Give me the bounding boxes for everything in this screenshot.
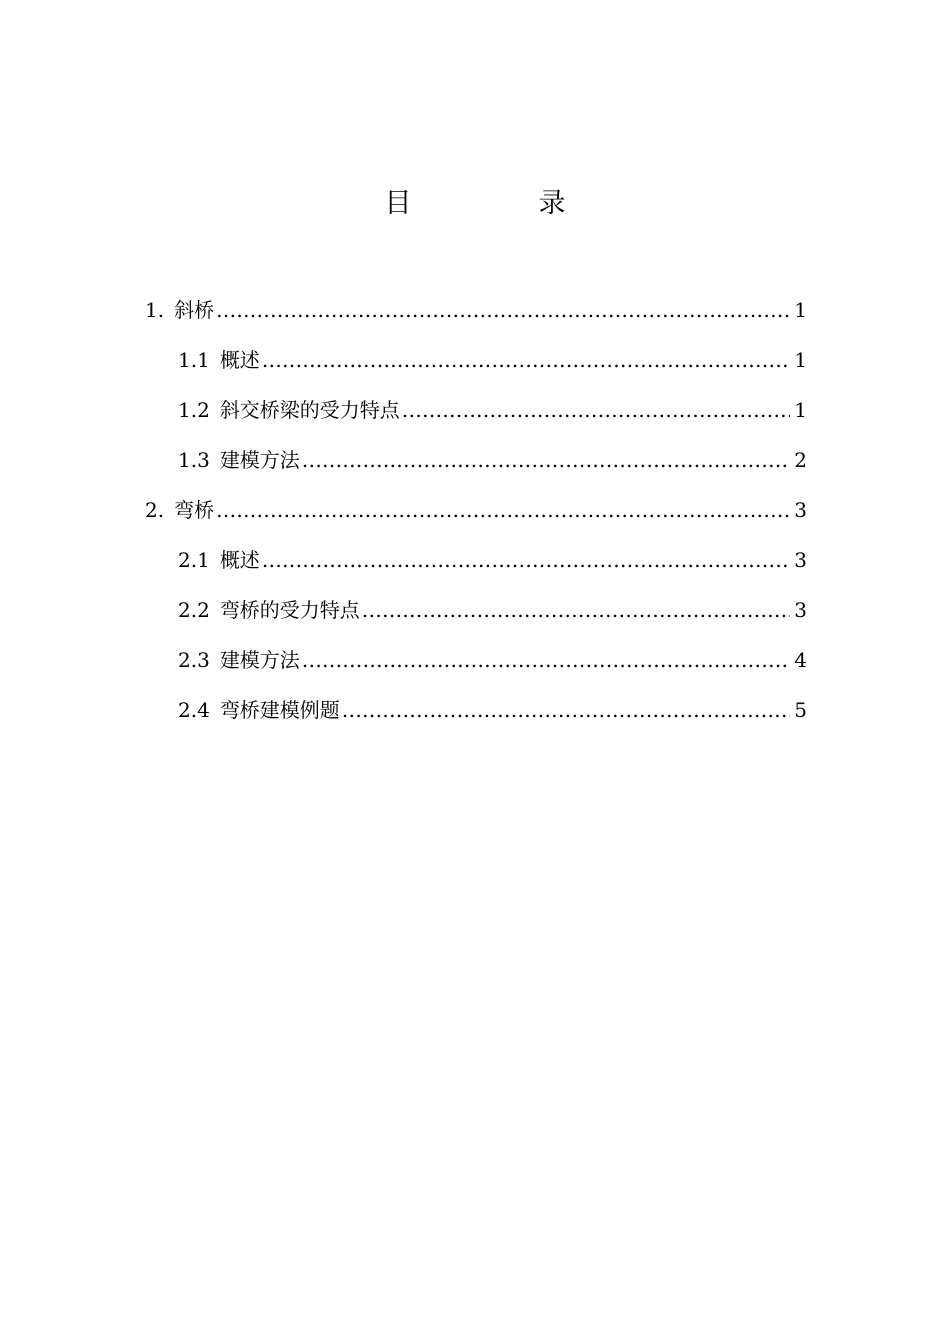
toc-entry-number: 2.2 bbox=[178, 598, 210, 622]
toc-entry-title: 斜桥 bbox=[174, 298, 215, 322]
toc-page-number: 3 bbox=[794, 598, 807, 622]
toc-entry-number: 1. bbox=[145, 298, 165, 322]
toc-entry-title: 弯桥的受力特点 bbox=[219, 598, 360, 622]
toc-dot-leader bbox=[362, 595, 790, 625]
toc-entry-title: 概述 bbox=[219, 548, 260, 572]
toc-entry-2-2[interactable] bbox=[145, 595, 807, 645]
toc-entry-number: 1.1 bbox=[178, 348, 210, 372]
toc-page-number: 4 bbox=[794, 648, 807, 672]
toc-entry-1-2[interactable] bbox=[145, 395, 807, 445]
page-title: 目 录 bbox=[384, 188, 616, 219]
toc-entry-1-1[interactable] bbox=[145, 345, 807, 395]
toc-entry-title: 弯桥建模例题 bbox=[219, 698, 340, 722]
toc-page-number: 5 bbox=[794, 698, 807, 722]
toc-entry-title: 弯桥 bbox=[174, 498, 215, 522]
toc-page-number: 3 bbox=[794, 548, 807, 572]
toc-entry-number: 2.3 bbox=[178, 648, 210, 672]
toc-page-number: 1 bbox=[794, 398, 807, 422]
table-of-contents bbox=[145, 295, 807, 745]
toc-entry-title: 建模方法 bbox=[219, 648, 300, 672]
toc-entry-title: 建模方法 bbox=[219, 448, 300, 472]
toc-dot-leader bbox=[402, 395, 790, 425]
toc-entry-2-4[interactable] bbox=[145, 695, 807, 745]
toc-entry-title: 斜交桥梁的受力特点 bbox=[219, 398, 400, 422]
toc-entry-number: 2. bbox=[145, 498, 165, 522]
toc-entry-1[interactable] bbox=[145, 295, 807, 345]
toc-dot-leader bbox=[302, 645, 790, 675]
toc-page-number: 1 bbox=[794, 348, 807, 372]
toc-dot-leader bbox=[302, 445, 790, 475]
toc-dot-leader bbox=[262, 545, 790, 575]
toc-entry-number: 2.4 bbox=[178, 698, 210, 722]
toc-entry-number: 2.1 bbox=[178, 548, 210, 572]
toc-page-number: 2 bbox=[794, 448, 807, 472]
toc-dot-leader bbox=[262, 345, 790, 375]
toc-page-number: 1 bbox=[794, 298, 807, 322]
toc-entry-2-3[interactable] bbox=[145, 645, 807, 695]
toc-dot-leader bbox=[216, 295, 790, 325]
toc-entry-number: 1.3 bbox=[178, 448, 210, 472]
toc-entry-1-3[interactable] bbox=[145, 445, 807, 495]
toc-entry-title: 概述 bbox=[219, 348, 260, 372]
toc-entry-number: 1.2 bbox=[178, 398, 210, 422]
toc-entry-2[interactable] bbox=[145, 495, 807, 545]
toc-page-number: 3 bbox=[794, 498, 807, 522]
toc-dot-leader bbox=[216, 495, 790, 525]
toc-entry-2-1[interactable] bbox=[145, 545, 807, 595]
toc-dot-leader bbox=[342, 695, 790, 725]
